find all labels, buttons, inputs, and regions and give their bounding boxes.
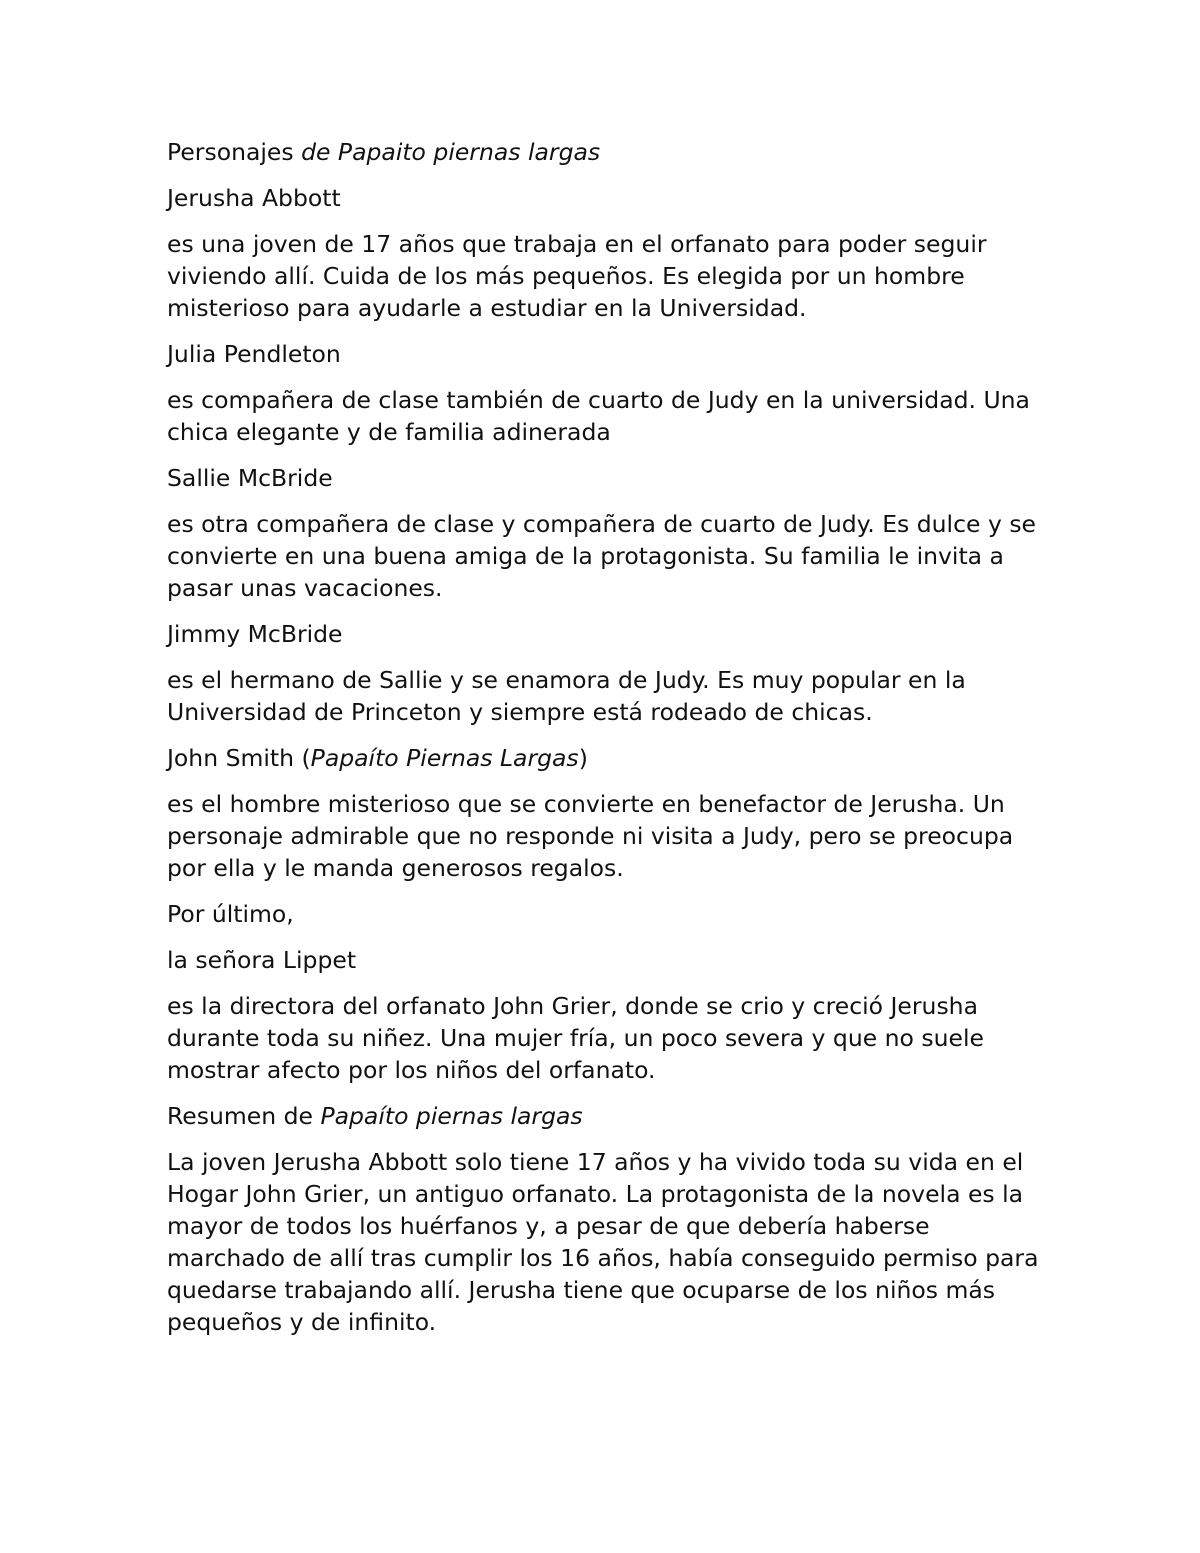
- heading-summary-prefix: Resumen de: [167, 1102, 321, 1130]
- character-name-julia: Julia Pendleton: [167, 340, 341, 368]
- heading-characters-italic: de Papaito piernas largas: [301, 138, 601, 166]
- character-description-julia: es compañera de clase también de cuarto de Judy en la universidad. Una chica elegante y de familia adinerada: [167, 386, 1030, 446]
- john-smith-name-italic: Papaíto Piernas Largas: [310, 744, 579, 772]
- character-description-john-smith: es el hombre misterioso que se convierte en benefactor de Jerusha. Un personaje admirable que no responde ni visita a Judy, pero se preocupa por ella y le manda generosos regalos.: [167, 790, 1014, 882]
- character-name-lippet: la señora Lippet: [167, 946, 357, 974]
- john-smith-name-suffix: ): [578, 744, 588, 772]
- character-description-jimmy: es el hermano de Sallie y se enamora de Judy. Es muy popular en la Universidad de Princeton y siempre está rodeado de chicas.: [167, 666, 966, 726]
- character-description-lippet: es la directora del orfanato John Grier, donde se crio y creció Jerusha durante toda su niñez. Una mujer fría, un poco severa y que no suele mostrar afecto por los niños del orfanato.: [167, 992, 984, 1084]
- last-intro: Por último,: [167, 900, 294, 928]
- character-name-jimmy: Jimmy McBride: [167, 620, 343, 648]
- heading-characters: [167, 136, 1047, 168]
- summary-paragraph: La joven Jerusha Abbott solo tiene 17 años y ha vivido toda su vida en el Hogar John Grier, un antiguo orfanato. La protagonista de la novela es la mayor de todos los huérfanos y, a pesar de que debería haberse marchado de allí tras cumplir los 16 años, había conseguido permiso para quedarse trabajando allí. Jerusha tiene que ocuparse de los niños más pequeños y de infinito.: [167, 1148, 1039, 1336]
- document-body: [167, 136, 1047, 1352]
- character-description-jerusha: es una joven de 17 años que trabaja en el orfanato para poder seguir viviendo allí. Cuida de los más pequeños. Es elegida por un hombre misterioso para ayudarle a estudiar en la Universidad.: [167, 230, 987, 322]
- heading-summary-italic: Papaíto piernas largas: [320, 1102, 583, 1130]
- character-name-sallie: Sallie McBride: [167, 464, 333, 492]
- character-name-john-smith: [167, 742, 1047, 774]
- character-description-sallie: es otra compañera de clase y compañera de cuarto de Judy. Es dulce y se convierte en una buena amiga de la protagonista. Su familia le invita a pasar unas vacaciones.: [167, 510, 1037, 602]
- john-smith-name-prefix: John Smith (: [167, 744, 311, 772]
- heading-summary: [167, 1100, 1047, 1132]
- character-name-jerusha: Jerusha Abbott: [167, 184, 341, 212]
- heading-characters-prefix: Personajes: [167, 138, 302, 166]
